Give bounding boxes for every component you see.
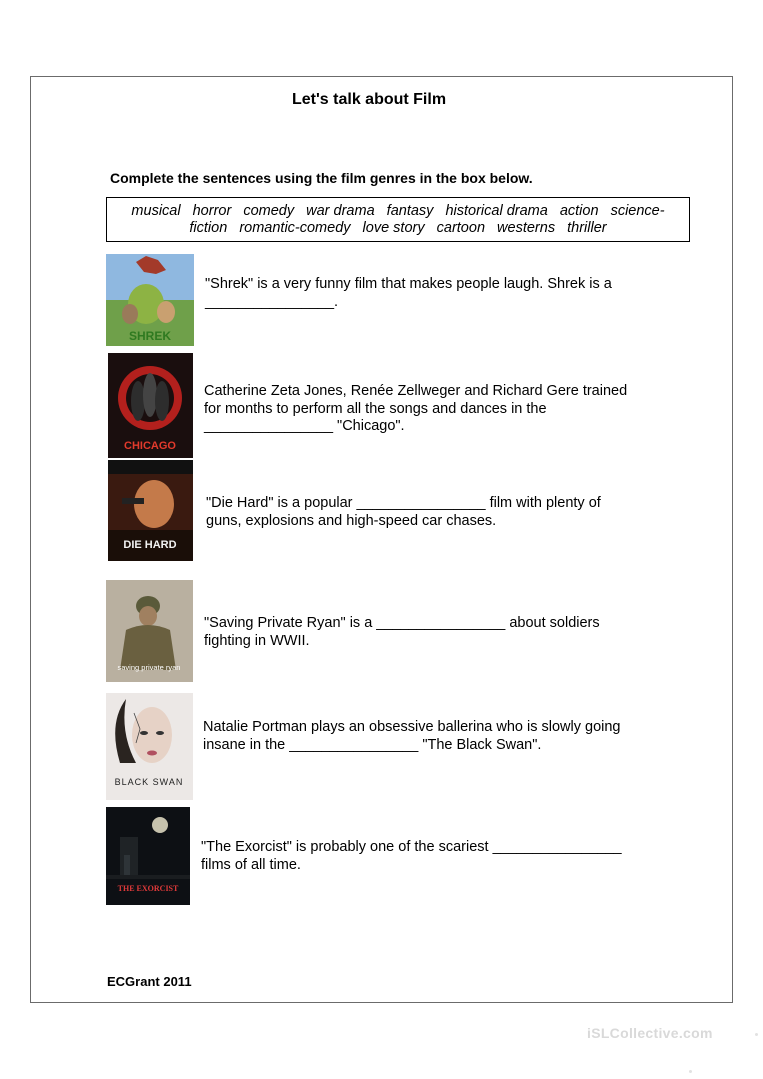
genre-word: fantasy <box>386 203 434 219</box>
poster-title: BLACK SWAN <box>114 777 184 787</box>
genre-word: musical <box>131 203 181 219</box>
blackswan-poster <box>106 693 193 800</box>
shrek-poster <box>106 254 194 346</box>
poster-title: CHICAGO <box>124 440 176 452</box>
genre-word: thriller <box>567 220 607 236</box>
exorcist-poster <box>106 807 190 905</box>
poster-title: saving private ryan <box>117 663 181 672</box>
sentence-4 <box>204 615 654 650</box>
sentence-line: for months to perform all the songs and dances in the <box>204 400 547 417</box>
sentence-line: Catherine Zeta Jones, Renée Zellweger and Richard Gere trained <box>204 383 628 399</box>
sentence-line: ________________. <box>205 293 339 310</box>
genre-word: action <box>559 203 599 219</box>
sentence-line: ________________ "Chicago". <box>204 418 405 434</box>
sentence-line: "Saving Private Ryan" is a ________________ about soldiers <box>204 615 600 631</box>
sentence-line: fighting in WWII. <box>204 632 310 649</box>
watermark: iSLCollective.com <box>587 1025 713 1041</box>
sentence-2 <box>204 383 654 436</box>
page-title: Let's talk about Film <box>292 91 447 108</box>
poster-title: THE EXORCIST <box>117 884 179 893</box>
genre-word: fiction <box>189 220 228 236</box>
genre-line-1 <box>107 203 689 220</box>
sentence-line: "Die Hard" is a popular ________________ film with plenty of <box>206 495 601 511</box>
genre-line-2 <box>107 220 689 237</box>
sentence-1 <box>205 276 655 311</box>
genre-word: comedy <box>243 203 295 219</box>
sentence-5 <box>203 719 653 754</box>
poster-title: SHREK <box>128 329 172 343</box>
genre-word: historical drama <box>445 203 548 219</box>
instructions: Complete the sentences using the film genres in the box below. <box>110 170 533 186</box>
genre-box <box>106 197 690 242</box>
ryan-poster <box>106 580 193 682</box>
genre-word: cartoon <box>436 220 486 236</box>
decorative-dot <box>755 1033 758 1036</box>
genre-word: romantic-comedy <box>239 220 351 236</box>
genre-word: westerns <box>497 220 556 236</box>
sentence-line: "Shrek" is a very funny film that makes people laugh. Shrek is a <box>205 276 612 292</box>
decorative-dot <box>689 1070 692 1073</box>
genre-word: war drama <box>306 203 375 219</box>
sentence-3 <box>206 495 656 530</box>
sentence-line: Natalie Portman plays an obsessive ballerina who is slowly going <box>203 719 621 735</box>
sentence-line: guns, explosions and high-speed car chases. <box>206 512 497 529</box>
genre-word: science- <box>610 203 665 219</box>
chicago-poster <box>108 353 193 458</box>
genre-word: horror <box>192 203 232 219</box>
sentence-6 <box>201 839 651 874</box>
poster-title: DIE HARD <box>123 539 177 551</box>
genre-word: love story <box>362 220 425 236</box>
sentence-line: "The Exorcist" is probably one of the scariest ________________ <box>201 839 622 855</box>
sentence-line: insane in the ________________ "The Black Swan". <box>203 736 542 753</box>
sentence-line: films of all time. <box>201 856 301 873</box>
footer-credit: ECGrant 2011 <box>107 974 192 989</box>
diehard-poster <box>108 460 193 561</box>
